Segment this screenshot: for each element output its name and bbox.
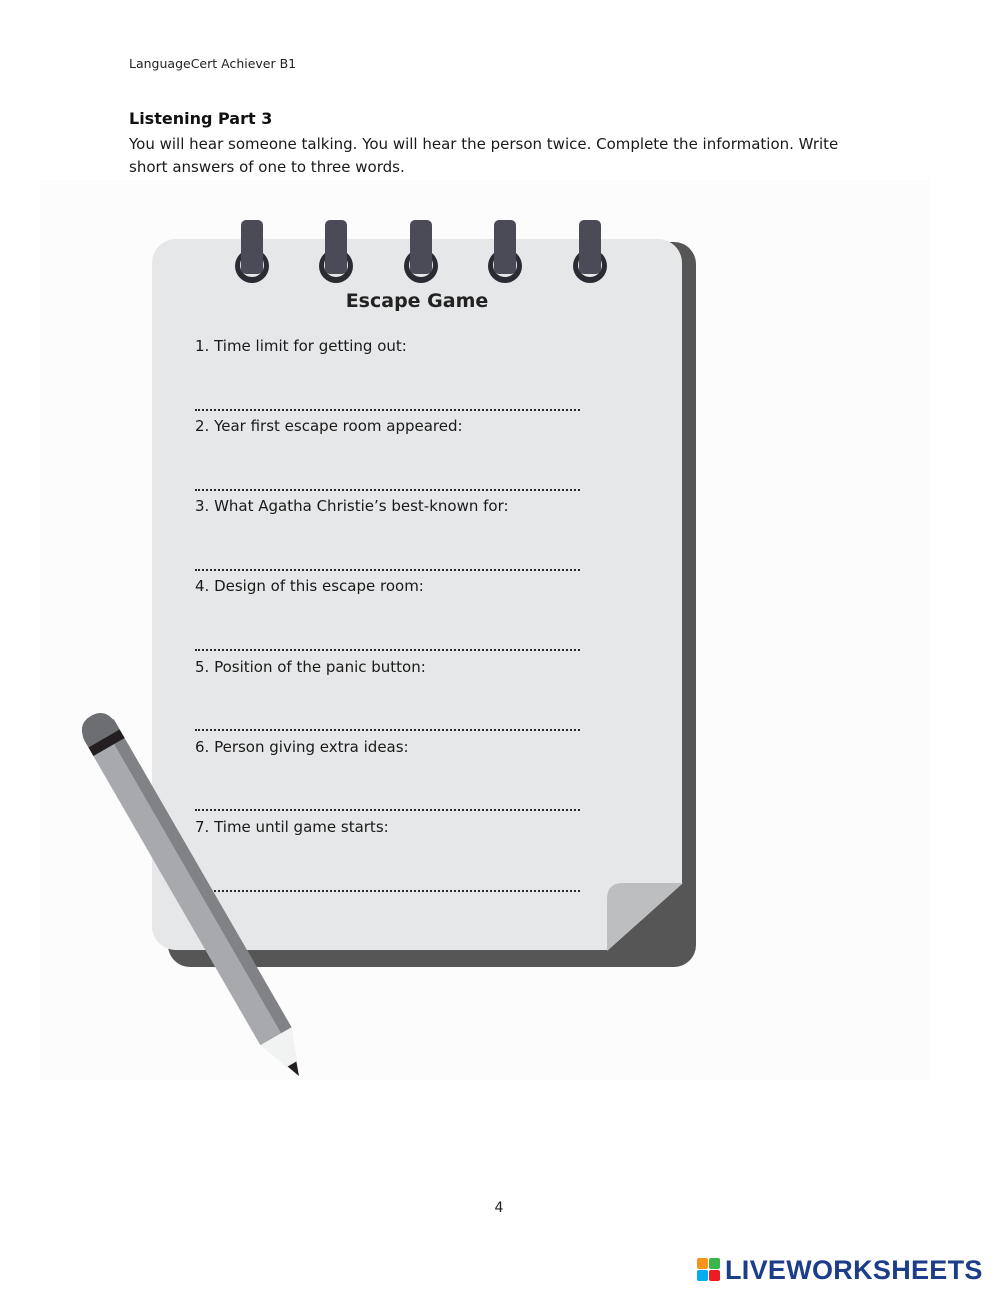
pencil-icon xyxy=(70,700,300,1080)
answer-field[interactable] xyxy=(195,409,580,411)
binder-ring-icon xyxy=(318,220,354,284)
question-label: 1. Time limit for getting out: xyxy=(195,337,407,355)
section-instructions: You will hear someone talking. You will hear the person twice. Complete the information. Write short answers of one to three words. xyxy=(129,135,839,176)
liveworksheets-logo[interactable] xyxy=(697,1256,983,1284)
question-label: 7. Time until game starts: xyxy=(195,818,389,836)
answer-field[interactable] xyxy=(195,489,580,491)
question-label: 6. Person giving extra ideas: xyxy=(195,738,409,756)
answer-field[interactable] xyxy=(195,569,580,571)
binder-ring-icon xyxy=(234,220,270,284)
question-label: 2. Year first escape room appeared: xyxy=(195,417,463,435)
liveworksheets-wordmark: LIVEWORKSHEETS xyxy=(725,1254,983,1285)
section-title: Listening Part 3 xyxy=(129,109,273,128)
page-curl-icon xyxy=(607,883,683,951)
document-header: LanguageCert Achiever B1 xyxy=(129,56,297,71)
question-label: 5. Position of the panic button: xyxy=(195,658,426,676)
binder-ring-icon xyxy=(487,220,523,284)
question-label: 3. What Agatha Christie’s best-known for: xyxy=(195,497,509,515)
binder-ring-icon xyxy=(572,220,608,284)
binder-ring-icon xyxy=(403,220,439,284)
question-label: 4. Design of this escape room: xyxy=(195,577,424,595)
answer-field[interactable] xyxy=(195,649,580,651)
notepad-title: Escape Game xyxy=(345,290,489,312)
liveworksheets-mark-icon xyxy=(697,1258,721,1282)
page-number: 4 xyxy=(494,1200,504,1216)
